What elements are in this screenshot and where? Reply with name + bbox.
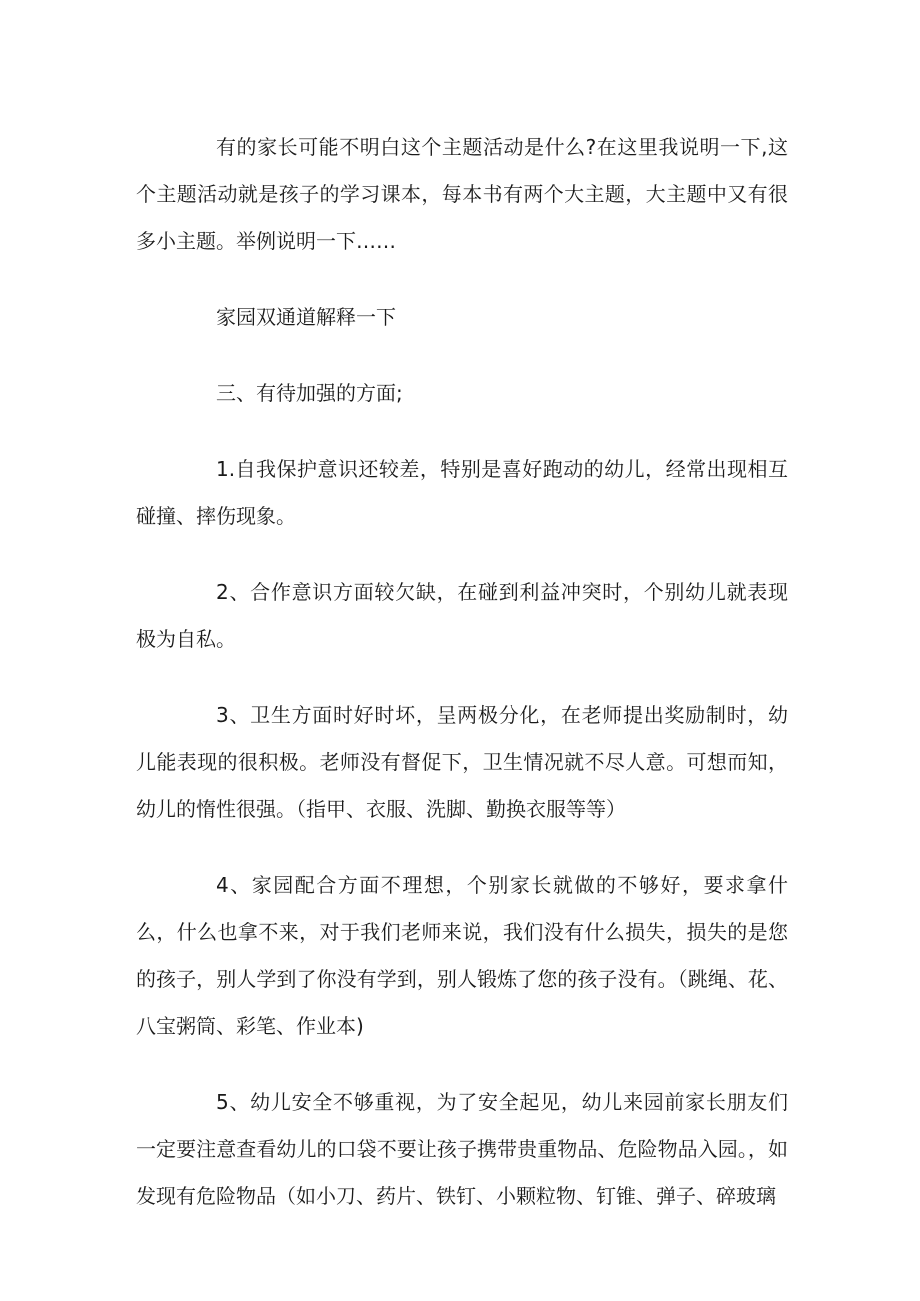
paragraph-item-2-cooperation: 2、合作意识方面较欠缺，在碰到利益冲突时，个别幼儿就表现极为自私。 bbox=[136, 580, 788, 651]
paragraph-item-1-self-protection: 1.自我保护意识还较差，特别是喜好跑动的幼儿，经常出现相互碰撞、摔伤现象。 bbox=[136, 457, 788, 528]
paragraph-item-4-home-cooperation: 4、家园配合方面不理想，个别家长就做的不够好，要求拿什么，什么也拿不来，对于我们老师来说，我们没有什么损失，损失的是您的孩子，别人学到了你没有学到，别人锻炼了您的孩子没有。（跳绳、花、八宝粥筒、彩笔、作业本) bbox=[136, 873, 788, 1038]
paragraph-item-3-hygiene: 3、卫生方面时好时坏，呈两极分化，在老师提出奖励制时，幼儿能表现的很积极。老师没有督促下，卫生情况就不尽人意。可想而知，幼儿的惰性很强。（指甲、衣服、洗脚、勤换衣服等等） bbox=[136, 703, 788, 821]
section-heading-improvements: 三、有待加强的方面; bbox=[216, 381, 403, 405]
paragraph-home-school-channel: 家园双通道解释一下 bbox=[216, 305, 396, 329]
paragraph-item-5-safety: 5、幼儿安全不够重视，为了安全起见，幼儿来园前家长朋友们一定要注意查看幼儿的口袋不要让孩子携带贵重物品、危险物品入园。，如发现有危险物品（如小刀、药片、铁钉、小颗粒物、钉锥、弹子、碎玻璃 bbox=[136, 1090, 788, 1208]
paragraph-theme-activity: 有的家长可能不明白这个主题活动是什么?在这里我说明一下,这个主题活动就是孩子的学习课本，每本书有两个大主题，大主题中又有很多小主题。举例说明一下…… bbox=[136, 135, 788, 253]
document-body bbox=[136, 124, 788, 1249]
